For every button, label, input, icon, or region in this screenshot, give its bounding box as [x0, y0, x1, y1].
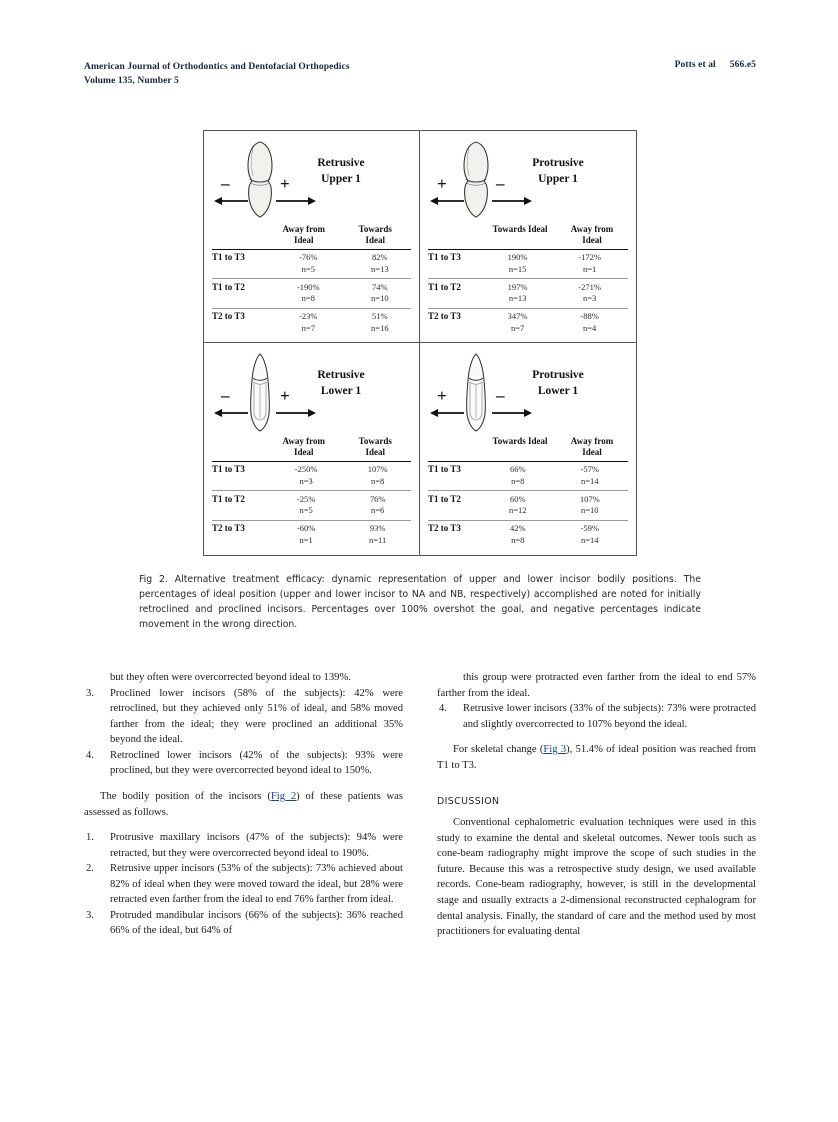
quadrant-retrusive-upper-1 — [204, 131, 420, 343]
authors-label: Potts et al — [674, 60, 716, 70]
cell-towards: 107% n=8 — [367, 464, 388, 486]
cell-away: -59% n=14 — [552, 520, 628, 549]
quadrant-title-line1: Protrusive — [532, 157, 584, 169]
page-number: 566.e5 — [729, 60, 756, 70]
double-arrow-icon — [430, 404, 534, 422]
quadrant-title — [275, 156, 407, 187]
left-column — [84, 670, 403, 940]
column-headers — [212, 224, 411, 246]
row-label: T2 to T3 — [428, 308, 484, 337]
quadrant-title-line1: Retrusive — [317, 157, 365, 169]
list-incisor-findings-3 — [437, 701, 756, 732]
paragraph-bodily-position — [84, 789, 403, 820]
list-item — [84, 861, 403, 908]
row-label: T2 to T3 — [212, 308, 268, 337]
quadrant-data-table — [428, 250, 628, 337]
journal-volume: Volume 135, Number 5 — [84, 76, 179, 87]
row-label: T2 to T3 — [428, 520, 484, 549]
row-label: T2 to T3 — [212, 520, 268, 549]
cell-towards: 51% n=16 — [349, 308, 411, 337]
list-item — [84, 908, 403, 939]
quadrant-title-line1: Retrusive — [317, 369, 365, 381]
cell-towards: 82% n=13 — [371, 252, 389, 274]
column-header-towards: Towards Ideal — [358, 436, 392, 457]
cell-towards: 76% n=6 — [344, 491, 411, 520]
table-row — [428, 279, 628, 308]
cell-towards: 93% n=11 — [344, 520, 411, 549]
quadrant-title-line2: Upper 1 — [321, 172, 361, 185]
cell-away: -172% n=1 — [578, 252, 601, 274]
list-item-number: 3. — [86, 909, 94, 921]
list-item-text: Retroclined lower incisors (42% of the subjects): 93% were proclined, but they were overcorrected beyond ideal to 150%. — [110, 749, 403, 777]
cell-towards: 197% n=13 — [484, 279, 551, 308]
list-incisor-findings-1 — [84, 686, 403, 779]
cell-away: -250% n=3 — [294, 464, 318, 486]
figure-caption: Fig 2. Alternative treatment efficacy: dynamic representation of upper and lower incisor bodily positions. The percentages of ideal position (upper and lower incisor to NA and NB, respectively) accomplished are noted for initially retroclined and proclined incisors. Percentages over 100% overshot the goal, and negative percentages indicate movement in the wrong direction. — [139, 574, 701, 631]
list-item-text: Protrusive maxillary incisors (47% of the subjects): 94% were retracted, but they were overcorrected beyond ideal to 190%. — [110, 832, 403, 859]
figure-quadrant-grid — [204, 131, 636, 555]
column-header-away: Away from Ideal — [570, 224, 614, 245]
cell-towards: 74% n=10 — [349, 279, 411, 308]
paragraph-discussion: Conventional cephalometric evaluation techniques were used in this study to examine the dental and skeletal outcomes. Newer tools such as cone-beam radiography might improve the scope of such studies in the future. Because this was a retrospective study design, we used available records. Cone-beam radiography, however, is still in the developmental stage and usually extracts a 2-dimensional reconstructed cephalogram for dental analysis. Finally, the standard of care and the method used by most practitioners for evaluating dental — [437, 817, 756, 938]
row-label: T1 to T2 — [428, 491, 484, 520]
quadrant-title — [275, 368, 407, 399]
quadrant-protrusive-upper-1 — [420, 131, 636, 343]
column-headers — [428, 224, 628, 246]
list-incisor-findings-2 — [84, 830, 403, 939]
paragraph-bodily-part-a: The bodily position of the incisors ( — [100, 790, 271, 802]
cell-away: -25% n=5 — [268, 491, 344, 520]
cell-towards: 190% n=15 — [507, 252, 528, 274]
table-row — [212, 462, 411, 491]
row-label: T1 to T3 — [428, 464, 461, 475]
list-item — [84, 686, 403, 748]
cell-towards: 66% n=8 — [509, 464, 526, 486]
table-row — [428, 250, 628, 279]
quadrant-data-table — [428, 462, 628, 549]
body-columns — [84, 670, 756, 940]
row-label: T1 to T3 — [212, 464, 245, 475]
list-item-number: 3. — [86, 687, 94, 699]
list-item-text: Proclined lower incisors (58% of the subjects): 42% were retroclined, but they achieved only 51% of ideal, and 58% moved farther from the ideal; they were proclined an additional 35% beyond the ideal. — [110, 687, 403, 746]
cell-away: -57% n=14 — [580, 464, 599, 486]
running-head-journal — [84, 60, 350, 89]
cell-away: -60% n=1 — [268, 520, 344, 549]
quadrant-retrusive-lower-1 — [204, 343, 420, 555]
list-item — [84, 830, 403, 861]
quadrant-data-table — [212, 462, 411, 549]
quadrant-title — [492, 368, 624, 399]
quadrant-protrusive-lower-1 — [420, 343, 636, 555]
minus-sign-label: – — [221, 386, 230, 405]
plus-sign-label: + — [437, 386, 447, 405]
quadrant-title-line2: Lower 1 — [320, 384, 362, 397]
list-item-number: 2. — [86, 863, 94, 875]
column-header-towards: Towards Ideal — [492, 224, 548, 234]
right-column — [437, 670, 756, 940]
plus-sign-label: + — [280, 386, 290, 405]
table-row — [428, 491, 628, 520]
minus-sign-label: – — [496, 174, 505, 193]
paragraph-skeletal-part-b: ), 51.4% of ideal position was reached from T1 to T3. — [437, 744, 757, 771]
paragraph-skeletal-change — [437, 742, 756, 773]
minus-sign-label: – — [221, 174, 230, 193]
table-row — [212, 279, 411, 308]
paragraph-skeletal-part-a: For skeletal change ( — [453, 744, 544, 756]
list-item-text: Retrusive upper incisors (53% of the subjects): 73% achieved about 82% of ideal when they were moved toward the ideal, but 28% were retracted even farther from the ideal to end 76% farther from ideal. — [110, 863, 403, 906]
quadrant-header — [212, 138, 411, 224]
section-heading-discussion: DISCUSSION — [437, 796, 500, 808]
figure-2 — [203, 130, 637, 556]
quadrant-data-table — [212, 250, 411, 337]
table-row — [212, 308, 411, 337]
list-item — [84, 748, 403, 779]
double-arrow-icon — [214, 192, 318, 210]
journal-title: American Journal of Orthodontics and Dentofacial Orthopedics — [84, 62, 350, 72]
minus-sign-label: – — [496, 386, 505, 405]
column-header-towards: Towards Ideal — [358, 224, 392, 245]
cell-towards: 42% n=8 — [484, 520, 552, 549]
cell-away: 107% n=10 — [552, 491, 628, 520]
list-item-number: 4. — [86, 749, 94, 761]
row-label: T1 to T2 — [212, 279, 268, 308]
row-label: T1 to T2 — [428, 279, 484, 308]
table-row — [212, 520, 411, 549]
column-header-towards: Towards Ideal — [492, 436, 548, 446]
table-row — [428, 462, 628, 491]
column-headers — [212, 436, 411, 458]
cell-towards: 347% n=7 — [484, 308, 551, 337]
double-arrow-icon — [430, 192, 534, 210]
column-header-away: Away from Ideal — [282, 436, 325, 457]
quadrant-title — [492, 156, 624, 187]
list-item-text: Retrusive lower incisors (33% of the subjects): 73% were protracted and slightly overcorrected to 107% beyond the ideal. — [463, 703, 756, 730]
cell-towards: 60% n=12 — [484, 491, 552, 520]
list-item — [437, 701, 756, 732]
quadrant-header — [428, 138, 628, 224]
cell-away: -88% n=4 — [551, 308, 628, 337]
quadrant-title-line2: Lower 1 — [537, 384, 579, 397]
table-row — [428, 520, 628, 549]
row-label: T1 to T3 — [428, 252, 461, 263]
list-item-number: 4. — [439, 703, 447, 715]
list-item-text: Protruded mandibular incisors (66% of the subjects): 36% reached 66% of the ideal, but 64% of — [110, 909, 403, 937]
column-header-away: Away from Ideal — [282, 224, 325, 245]
list-item-number: 1. — [86, 832, 94, 844]
running-head — [84, 60, 756, 89]
cell-away: -76% n=5 — [299, 252, 318, 274]
double-arrow-icon — [214, 404, 318, 422]
paragraph-continued: this group were protracted even farther from the ideal to end 57% farther from the ideal. — [437, 672, 756, 699]
table-row — [212, 250, 411, 279]
figure-2-crossref-link[interactable]: Fig 2 — [270, 790, 297, 802]
table-row — [212, 491, 411, 520]
row-label: T1 to T3 — [212, 252, 245, 263]
paragraph-continued: but they often were overcorrected beyond ideal to 139%. — [110, 672, 351, 683]
cell-away: -271% n=3 — [551, 279, 628, 308]
running-head-folio — [675, 60, 756, 70]
cell-away: -190% n=8 — [268, 279, 349, 308]
row-label: T1 to T2 — [212, 491, 268, 520]
column-header-away: Away from Ideal — [570, 436, 614, 457]
quadrant-header — [428, 350, 628, 436]
cell-away: -23% n=7 — [268, 308, 349, 337]
quadrant-title-line1: Protrusive — [532, 369, 584, 381]
table-row — [428, 308, 628, 337]
quadrant-header — [212, 350, 411, 436]
quadrant-title-line2: Upper 1 — [538, 172, 578, 185]
plus-sign-label: + — [437, 174, 447, 193]
figure-3-crossref-link[interactable]: Fig 3 — [543, 744, 567, 756]
paragraph-bodily-part-b: ) of these patients was assessed as follows. — [84, 790, 404, 818]
plus-sign-label: + — [280, 174, 290, 193]
column-headers — [428, 436, 628, 458]
